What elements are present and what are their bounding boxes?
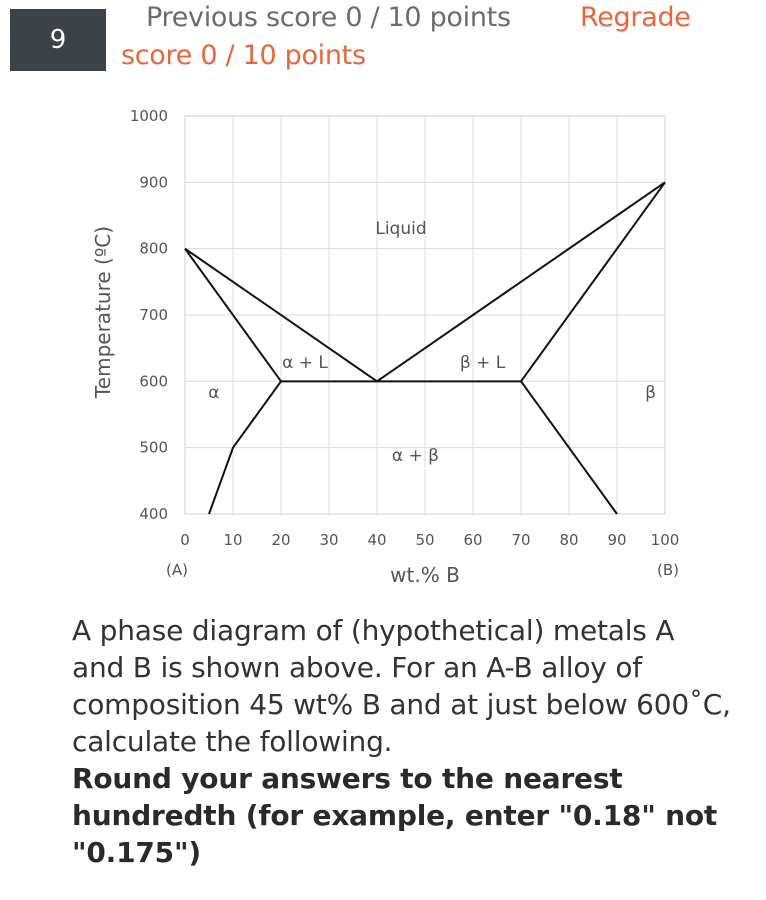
x-axis-title: wt.% B <box>390 563 460 587</box>
x-tick-label: 20 <box>271 531 291 549</box>
question-text: A phase diagram of (hypothetical) metals A and B is shown above. For an A-B alloy of composition 45 wt% B and at just below 600˚C, calculate the following. <box>72 614 731 758</box>
region-label: β <box>645 382 657 403</box>
y-axis-title: Temperature (ºC) <box>91 225 115 399</box>
region-label: Liquid <box>375 219 427 240</box>
solidus-right <box>521 182 665 381</box>
region-label: α <box>208 382 220 403</box>
y-tick-label: 800 <box>139 239 168 258</box>
x-tick-label: 40 <box>367 531 387 549</box>
rounding-instruction: Round your answers to the nearest hundredth (for example, enter "0.18" not "0.175") <box>72 762 718 869</box>
y-tick-label: 500 <box>139 438 168 457</box>
regrade-link[interactable]: Regrade <box>580 2 691 33</box>
x-tick-label: 30 <box>319 531 339 549</box>
end-label-right: (B) <box>657 561 679 579</box>
region-label: β + L <box>459 353 506 374</box>
x-tick-label: 50 <box>415 531 435 549</box>
y-tick-labels <box>130 107 168 523</box>
region-label: α + L <box>282 353 328 374</box>
x-tick-label: 80 <box>559 531 579 549</box>
x-tick-labels <box>180 531 679 549</box>
question-number: 9 <box>49 25 67 55</box>
previous-score: Previous score 0 / 10 points <box>146 2 511 33</box>
y-tick-label: 700 <box>139 306 168 324</box>
question-body <box>72 612 732 871</box>
y-tick-label: 600 <box>139 372 168 391</box>
y-tick-label: 1000 <box>129 107 168 125</box>
regrade-score: score 0 / 10 points <box>121 40 366 71</box>
end-label-left: (A) <box>166 561 188 579</box>
x-tick-label: 10 <box>223 531 243 549</box>
y-tick-label: 900 <box>139 173 168 192</box>
x-tick-label: 0 <box>180 531 190 549</box>
y-tick-label: 400 <box>139 505 168 523</box>
x-tick-label: 90 <box>607 531 627 549</box>
x-tick-label: 70 <box>511 531 531 549</box>
x-tick-label: 100 <box>650 531 680 549</box>
region-label: α + β <box>391 445 439 466</box>
x-tick-label: 60 <box>463 531 483 549</box>
